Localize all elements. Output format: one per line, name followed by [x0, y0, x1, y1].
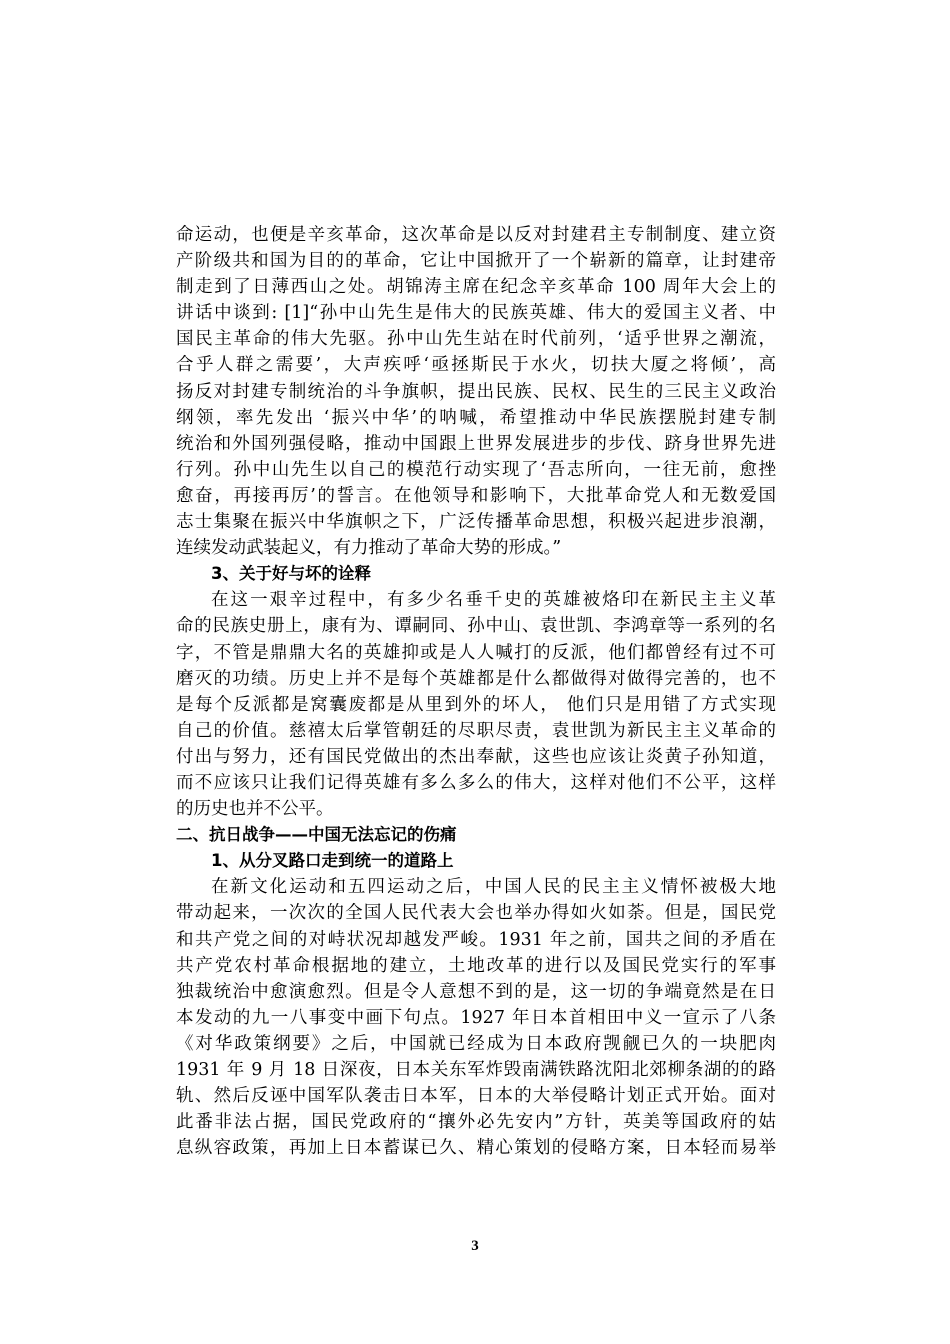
paragraph-2: [176, 587, 776, 822]
section-heading-2: 二、抗日战争——中国无法忘记的伤痛: [176, 825, 457, 845]
text-line: 行列。孙中山先生以自己的模范行动实现了‘吾志所向，一往无前，愈挫: [176, 459, 776, 480]
text-line: 磨灭的功绩。历史上并不是每个英雄都是什么都做得对做得完善的，也不: [176, 668, 776, 689]
text-line: 讲话中谈到: [1]“孙中山先生是伟大的民族英雄、伟大的爱国主义者、中: [176, 303, 776, 324]
subsection-heading-3: 3、关于好与坏的诠释: [211, 564, 371, 584]
text-line: 和共产党之间的对峙状况却越发严峻。1931 年之前，国共之间的矛盾在: [176, 929, 776, 950]
text-line: 本发动的九一八事变中画下句点。1927 年日本首相田中义一宣示了八条: [176, 1007, 776, 1028]
text-line: 统治和外国列强侵略，推动中国跟上世界发展进步的步伐、跻身世界先进: [176, 433, 776, 454]
text-line: 1931 年 9 月 18 日深夜，日本关东军炸毁南满铁路沈阳北郊柳条湖的的路: [176, 1060, 776, 1080]
text-line: 制走到了日薄西山之处。胡锦涛主席在纪念辛亥革命 100 周年大会上的: [176, 277, 776, 298]
text-line: 命的民族史册上，康有为、谭嗣同、孙中山、袁世凯、李鸿章等一系列的名: [176, 616, 776, 637]
text-line: 扬反对封建专制统治的斗争旗帜，提出民族、民权、民生的三民主义政治: [176, 381, 776, 402]
text-line: 志士集聚在振兴中华旗帜之下，广泛传播革命思想，积极兴起进步浪潮，: [176, 512, 776, 533]
text-line: 在新文化运动和五四运动之后，中国人民的民主主义情怀被极大地: [211, 877, 776, 898]
page-body: [176, 222, 776, 1161]
text-line: 命运动，也便是辛亥革命，这次革命是以反对封建君主专制制度、建立资: [176, 225, 776, 245]
paragraph-1: [176, 222, 776, 561]
text-line: 纲领，率先发出 ‘振兴中华’的呐喊，希望推动中华民族摆脱封建专制: [176, 407, 776, 428]
text-line: 合乎人群之需要’，大声疾呼‘亟拯斯民于水火，切扶大厦之将倾’，高: [176, 355, 776, 376]
text-line: 付出与努力，还有国民党做出的杰出奉献，这些也应该让炎黄子孙知道，: [176, 746, 776, 767]
text-line: 字，不管是鼎鼎大名的英雄抑或是人人喊打的反派，他们都曾经有过不可: [176, 642, 776, 663]
text-line: 轨、然后反诬中国军队袭击日本军，日本的大举侵略计划正式开始。面对: [176, 1086, 776, 1107]
text-line: 此番非法占据，国民党政府的“攘外必先安内”方针，英美等国政府的姑: [176, 1112, 776, 1133]
text-line: 国民主革命的伟大先驱。孙中山先生站在时代前列，‘适乎世界之潮流，: [176, 329, 776, 350]
text-line: 带动起来，一次次的全国人民代表大会也举办得如火如荼。但是，国民党: [176, 903, 776, 924]
text-line: 自己的价值。慈禧太后掌管朝廷的尽职尽责，袁世凯为新民主主义革命的: [176, 720, 776, 741]
paragraph-3: [176, 874, 776, 1161]
page-number: 3: [471, 1238, 479, 1254]
text-line: 的历史也并不公平。: [176, 799, 334, 820]
text-line: 愈奋，再接再厉’的誓言。在他领导和影响下，大批革命党人和无数爱国: [176, 485, 776, 506]
text-line: 是每个反派都是窝囊废都是从里到外的坏人， 他们只是用错了方式实现: [176, 694, 776, 715]
subsection-heading-1: 1、从分叉路口走到统一的道路上: [211, 851, 454, 871]
text-line: 在这一艰辛过程中，有多少名垂千史的英雄被烙印在新民主主义革: [211, 590, 776, 611]
text-line: 产阶级共和国为目的的革命，它让中国掀开了一个崭新的篇章，让封建帝: [176, 251, 776, 272]
text-line: 连续发动武装起义，有力推动了革命大势的形成。”: [176, 538, 562, 559]
text-line: 息纵容政策，再加上日本蓄谋已久、精心策划的侵略方案，日本轻而易举: [176, 1138, 776, 1159]
text-line: 而不应该只让我们记得英雄有多么多么的伟大，这样对他们不公平，这样: [176, 772, 776, 793]
text-line: 独裁统治中愈演愈烈。但是令人意想不到的是，这一切的争端竟然是在日: [176, 981, 776, 1002]
text-line: 《对华政策纲要》之后，中国就已经成为日本政府觊觎已久的一块肥肉: [176, 1033, 776, 1054]
text-line: 共产党农村革命根据地的建立，土地改革的进行以及国民党实行的军事: [176, 955, 776, 976]
